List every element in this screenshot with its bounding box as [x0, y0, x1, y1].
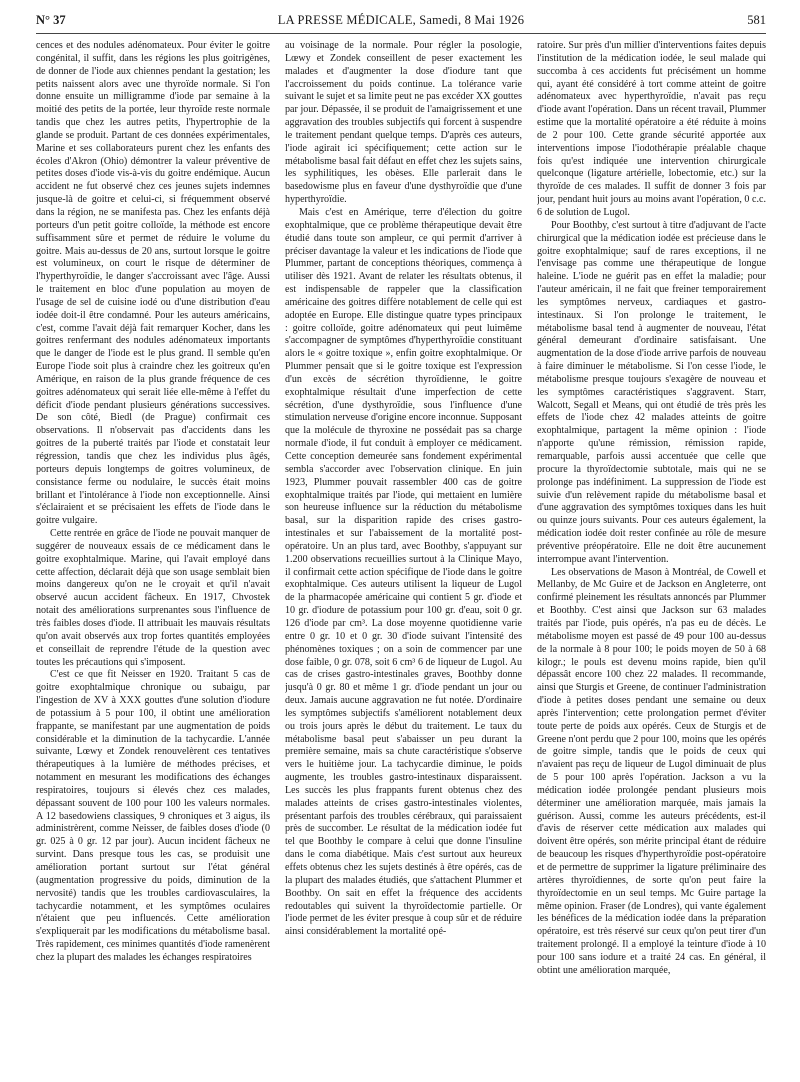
paragraph: ratoire. Sur près d'un millier d'interventions faites depuis l'institution de la médication iodée, le seul malade qui succomba à ces accidents fut précisément un homme qui, ayant été considéré à tort comme atteint de goitre adénomateux avec hyperthyroïdie, n'avait pas reçu d'iode avant l'opération. Dans un récent travail, Plummer estime que la mortalité opératoire a été réduite à moins de 2 pour 100. Cette grande sécurité apportée aux interventions impose l'iodothérapie préalable chaque fois qu'est indiquée une intervention chirurgicale quelconque (ligature artérielle, lobectomie, etc.) sur la thyroïde de ces malades. Il suffit de donner 3 fois par jour, pendant huit jours au moins avant l'opération, 0 c.c. 6 de solution de Lugol. [537, 40, 766, 218]
paragraph: cences et des nodules adénomateux. Pour éviter le goitre congénital, il suffit, dans les régions les plus goitrigènes, de donner de l'iode aux chiennes pendant la gestation; les petits naissent alors avec une thyroïde normale. Si l'on donne ensuite un milligramme d'iode par semaine à la moitié des petits de la portée, leur thyroïde reste normale tandis que chez les autres petits, l'hypertrophie de la glande se produit. Partant de ces données expérimentales, Marine et ses collaborateurs purent chez les enfants des écoles d'Akron (Ohio) démontrer la valeur préventive de petites doses d'iode vis-à-vis du goitre endémique. Aucun accident ne fut observé chez ces jeunes sujets indemnes jusque-là de goitre et celui-ci, si fréquemment observé dans la région, ne se manifesta pas. Chez les enfants déjà porteurs d'un petit goitre colloïde, la méthode est encore suffisamment sûre et permet de réduire le volume du goitre. Mais au-dessus de 20 ans, surtout lorsque le goitre est volumineux, on court le risque de déterminer de l'hyperthyroïdie, le danger s'accroissant avec l'âge. Aussi le traitement en bloc d'une population au moyen de l'usage de sel de cuisine iodé ou d'une distribution d'eau iodée doit-il être condamné. Pour les auteurs américains, c'est, comme l'avait déjà fait remarquer Kocher, dans les goitres renfermant des nodules adénomateux importants que le danger de l'iode est le plus grand. Il semble qu'en Europe l'iode soit plus à craindre chez les goitreux qu'en Amérique, en raison de la plus grande fréquence de ces goitres adénomateux qui serait liée elle-même à l'effet du déficit d'iode pendant plusieurs générations successives. De son côté, Biedl (de Prague) confirmait ces observations. Il n'observait pas d'accidents dans les goitres de la puberté traités par l'iode et constatait leur régression, tandis que chez les individus plus âgés, porteurs depuis longtemps de goitres volumineux, de consistance ferme ou nodulaire, le succès était moins brillant et l'intolérance à l'iode non exceptionnelle. Ainsi s'éclairaient et se précisaient les effets de l'iode dans le goitre vulgaire. [36, 40, 270, 527]
paragraph: C'est ce que fit Neisser en 1920. Traitant 5 cas de goitre exophtalmique chronique ou subaigu, par l'ingestion de XV à XXX gouttes d'une solution d'iodure de potassium à 5 pour 100, il obtint une amélioration frappante, se manifestant par une augmentation de poids considérable et la diminution de la tachycardie. L'année suivante, Lœwy et Zondek renouvelèrent ces tentatives thérapeutiques à la lumière de méthodes précises, et notamment en mesurant les modifications des échanges respiratoires, toujours si élevés chez ces malades, dépassant souvent de 100 pour 100 les valeurs normales. A 12 basedowiens classiques, 9 chroniques et 3 aigus, ils administrèrent, comme Neisser, de faibles doses d'iode (0 gr. 025 à 0 gr. 12 par jour). Aucun incident fâcheux ne survint. Dans presque tous les cas, se produisit une amélioration portant surtout sur l'état général (augmentation progressive du poids, diminution de la nervosité) tandis que les troubles cardiovasculaires, la tachycardie notamment, et les symptômes oculaires n'étaient que peu influencés. Cette amélioration s'expliquerait par les modifications du métabolisme basal. Très rapidement, ces minimes quantités d'iode ramenèrent chez la plupart des malades les échanges respiratoires [36, 669, 270, 963]
text-column-1 [36, 40, 270, 1078]
text-column-3 [537, 40, 766, 1078]
running-header [36, 10, 766, 30]
paragraph: Mais c'est en Amérique, terre d'élection du goitre exophtalmique, que ce problème thérapeutique devait être étudié dans toute son ampleur, ce qui permit d'arriver à préciser davantage la valeur et les indications de l'iode que Plummer, partant de conceptions théoriques, commença à utiliser dès 1921. Avant de relater les résultats obtenus, il est indispensable de rappeler que la classification américaine des goitres diffère notablement de celle qui est adoptée en Europe. Elle distingue quatre types principaux : goitre colloïde, goitre adénomateux qui peut luimême s'accompagner de symptômes d'hyperthyroïdie constituant alors le « goitre toxique », enfin goitre exophtalmique. Or Plummer pensait que si le goitre toxique est l'expression d'un excès de sécrétion thyroïdienne, le goitre exophtalmique résultait d'une imperfection de cette sécrétion, d'une dysthyroïdie, sous l'influence d'une stimulation nerveuse d'origine encore inconnue. Supposant que la molécule de thyroxine ne possédait pas sa charge normale d'iode, il fut conduit à employer ce médicament. Cette conception demeurée sans fondement expérimental sembla s'accorder avec l'observation clinique. En juin 1923, Plummer pouvait rassembler 400 cas de goitre exophtalmique traités par l'iode, qui mettaient en lumière son heureuse influence sur la réduction du métabolisme basal, sur la disparition rapide des crises gastro-intestinales et sur l'abaissement de la mortalité post-opératoire. Un an plus tard, avec Boothby, s'appuyant sur 1.200 observations recueillies surtout à la Clinique Mayo, il confirmait cette action spécifique de l'iode dans le goitre exophtalmique. Ces auteurs utilisent la liqueur de Lugol de la pharmacopée américaine qui contient 5 gr. d'iode et 10 gr. d'iodure de potassium pour 100 gr. d'eau, soit 0 gr. 126 d'iode par cm³. La dose moyenne quotidienne varie entre 0 gr. 10 et 0 gr. 30 d'iode suivant l'intensité des phénomènes toxiques ; on a soin de commencer par une dose faible, 0 gr. 078, soit 6 cm³ 6 de liqueur de Lugol. Au cas de crises gastro-intestinales graves, Boothby donne jusqu'à 0 gr. 80 et même 1 gr. d'iode pendant un jour ou deux. Jamais aucune aggravation ne fut notée. D'ordinaire les symptômes subjectifs s'améliorent notablement deux ou trois jours après le début du traitement. Le taux du métabolisme basal peut s'abaisser un peu durant la première semaine, mais sa chute caractéristique s'observe vers le huitième jour. La tachycardie diminue, le poids augmente, les troubles gastro-intestinaux disparaissent. Les succès les plus frappants furent obtenus chez des malades atteints de crises gastro-intestinales violentes, présentant parfois des troubles cérébraux, qui paraissaient près de succomber. Le résultat de la médication iodée fut tel que Boothby le compare à celui que donne l'insuline dans le coma diabétique. Mais c'est surtout aux heureux effets obtenus chez les sujets destinés à être opérés, cas de la plupart des malades étudiés, que s'attachent Plummer et Boothby. On sait en effet la fréquence des accidents redoutables qui suivent la thyroïdectomie partielle. Or l'iode permet de les éviter presque à coup sûr et de réduire ainsi considérablement la mortalité opé- [285, 206, 522, 938]
issue-number: N° 37 [36, 13, 66, 27]
paragraph: Pour Boothby, c'est surtout à titre d'adjuvant de l'acte chirurgical que la médication iodée est précieuse dans le goitre exophtalmique; sauf de rares exceptions, il ne l'envisage pas comme une thérapeutique de longue haleine. L'iode ne guérit pas en effet la maladie; pour l'auteur américain, il ne fait que freiner temporairement les symptômes nerveux, cardiaques et gastro-intestinaux. Si l'on prolonge le traitement, le métabolisme basal tend à augmenter de nouveau, l'état général demeurant d'ordinaire satisfaisant. Une augmentation de la dose d'iode arrive parfois de nouveau à faire diminuer le métabolisme. Si l'on cesse l'iode, le métabolisme presque toujours s'exagère de nouveau et les symptômes caractéristiques s'aggravent. Starr, Walcott, Segall et Means, qui ont étudié de très près les effets de l'iode chez 42 malades atteints de goitre exophtalmique, partagent la même opinion : l'iode n'apporte qu'une rémission, rémission rapide, remarquable, parfois aussi accentuée que celle que procure la thyroïdectomie subtotale, mais qui ne se prolonge pas indéfiniment. La suppression de l'iode est suivie d'un relèvement rapide du métabolisme basal et d'une aggravation des symptômes toxiques dans les huit ou quinze jours suivants. Pour ces auteurs également, la médication iodée doit rester confinée au rôle de mesure préventive préopératoire. Elle ne doit être aucunement interrompue avant l'intervention. [537, 219, 766, 565]
paragraph: Cette rentrée en grâce de l'iode ne pouvait manquer de suggérer de nouveaux essais de ce médicament dans le goitre exophtalmique. Marine, qui l'avait employé dans cette affection, déclarait déjà que son usage semblait bien moins dangereux qu'on ne le croyait et qu'il n'avait observé aucun accident fâcheux. En 1917, Chvostek notait des améliorations surprenantes sous l'influence de très faibles doses d'iode. Il attribuait les mauvais résultats qu'on avait observés aux trop fortes quantités employées et conseillait de reprendre l'étude de la question avec toutes les précautions qui s'imposent. [36, 528, 270, 668]
header-rule [36, 33, 766, 34]
paragraph: Les observations de Mason à Montréal, de Cowell et Mellanby, de Mc Guire et de Jackson en Angleterre, ont confirmé pleinement les résultats annoncés par Plummer et Boothby. C'est ainsi que Jackson sur 63 malades traités par l'iode, puis opérés, n'a pas eu de décès. Le métabolisme moyen est passé de 49 pour 100 au-dessus de la normale à 8 pour 100; le poids moyen de 50 à 68 kilogr.; le pouls est devenu moins rapide, bien qu'il dépassât encore 100 chez 22 malades. Il recommande, ainsi que Sturgis et Greene, de continuer l'administration d'iode à petites doses pendant une semaine ou deux après l'intervention; cette prolongation permet d'éviter toute perte de poids aux opérés. Ceux de Sturgis et de Greene n'ont perdu que 2 pour 100, moins que les opérés de goitre simple, tandis que le poids de ceux qui n'avaient pas reçu de liqueur de Lugol diminuait de plus de 5 pour 100 après l'opération. Jackson a vu la médication iodée prolongée pendant plusieurs mois déterminer une amélioration marquée, mais jamais la guérison. Aussi, comme les auteurs précédents, est-il d'avis de réserver cette médication aux malades qui doivent être opérés, son mérite principal étant de réduire de beaucoup les risques d'hyperthyroïdie post-opératoire et de permettre de supprimer la ligature préliminaire des artères thyroïdiennes, de sorte qu'on peut faire la thyroïdectomie en un seul temps. Mc Guire partage la même opinion. Fraser (de Londres), qui vante également les bénéfices de la médication iodée dans la préparation opératoire, est très réservé sur ceux qu'on peut tirer d'un traitement prolongé. Il a employé la teinture d'iode à 10 pour 100 sans iodure et a traité 24 cas. En général, il obtint une amélioration marquée, [537, 566, 766, 976]
text-column-2 [285, 40, 522, 1078]
page-number: 581 [747, 13, 766, 27]
paragraph: au voisinage de la normale. Pour régler la posologie, Lœwy et Zondek conseillent de peser exactement les malades et d'augmenter la dose d'iodure tant que l'accroissement du poids continue. La tolérance varie suivant le sujet et sa limite peut ne pas excéder XX gouttes par jour. Dépassée, il se produit de l'amaigrissement et une aggravation des troubles subjectifs qui forcent à suspendre le traitement pendant quelque temps. D'après ces auteurs, l'iode agirait ici spécifiquement; cette action sur le métabolisme basal fait défaut en effet chez les sujets sains, les syphilitiques, les obèses. Elle parlerait dans le basedowisme plus en faveur d'une dysthyroïdie que d'une hyperthyroïdie. [285, 40, 522, 206]
journal-title: LA PRESSE MÉDICALE, Samedi, 8 Mai 1926 [277, 13, 525, 27]
